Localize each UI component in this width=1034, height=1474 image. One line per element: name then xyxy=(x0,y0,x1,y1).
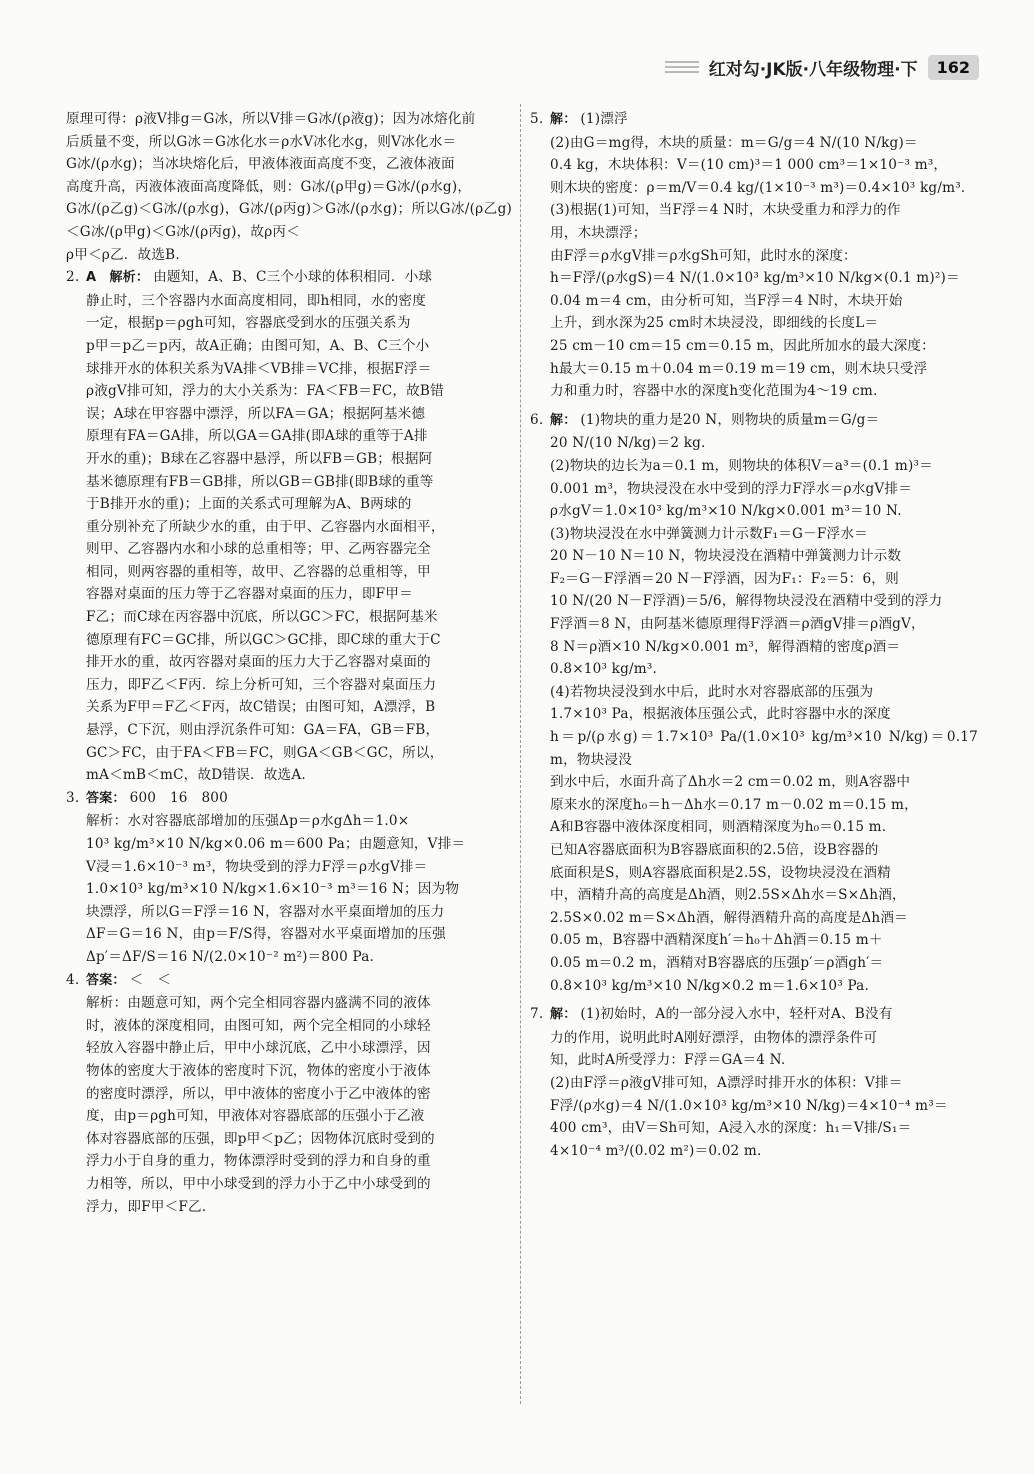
text-line: 压力，即F乙＜F丙．综上分析可知，三个容器对桌面压力 xyxy=(86,676,437,693)
text-line: 的密度时漂浮，所以，甲中液体的密度小于乙中液体的密 xyxy=(86,1085,431,1102)
text-line: (3)物块浸没在水中弹簧测力计示数F₁＝G－F浮水＝ xyxy=(550,525,868,542)
text-line: 则甲、乙容器内水和小球的总重相等；甲、乙两容器完全 xyxy=(86,541,431,558)
text-line: 到水中后，水面升高了Δh水＝2 cm＝0.02 m，则A容器中 xyxy=(550,774,911,791)
text-line: 体对容器底部的压强，即p甲＜p乙；因物体沉底时受到的 xyxy=(86,1130,435,1147)
text-line: F₂＝G－F浮酒＝20 N－F浮酒，因为F₁：F₂＝5：6，则 xyxy=(550,570,899,587)
text-line: (2)由F浮＝ρ液gV排可知，A漂浮时排开水的体积：V排＝ xyxy=(550,1074,903,1091)
text-line: 8 N＝ρ酒×10 N/kg×0.001 m³，解得酒精的密度ρ酒＝ xyxy=(550,638,901,655)
text-line: GC＞FC，由于FA＜FB＝FC，则GA＜GB＜GC，所以， xyxy=(86,744,444,761)
text-line: 重分别补充了所缺少水的重，由于甲、乙容器内水面相平， xyxy=(86,518,445,535)
question-3 xyxy=(66,787,512,969)
text-line: 物体的密度大于液体的密度时下沉，物体的密度小于液体 xyxy=(86,1062,431,1079)
text-line: 一定，根据p＝ρgh可知，容器底受到水的压强关系为 xyxy=(86,315,411,332)
continued-solution xyxy=(66,108,512,266)
text-line: (1)漂浮 xyxy=(580,111,628,127)
text-line: 力的作用，说明此时A刚好漂浮，由物体的漂浮条件可 xyxy=(550,1029,878,1046)
text-line: 知，此时A所受浮力：F浮＝GA＝4 N. xyxy=(550,1052,786,1069)
text-line: h＝F浮/(ρ水gS)＝4 N/(1.0×10³ kg/m³×10 N/kg×(0.1 m)²)＝ xyxy=(550,270,960,287)
text-line: (2)物块的边长为a＝0.1 m，则物块的体积V＝a³＝(0.1 m)³＝ xyxy=(550,457,933,474)
answer-value: 600 16 800 xyxy=(129,789,228,806)
text-line: 力相等，所以，甲中小球受到的浮力小于乙中小球受到的 xyxy=(86,1175,431,1192)
question-number: 5. xyxy=(530,111,544,127)
page-number: 162 xyxy=(928,55,979,80)
text-line: 上升，到水深为25 cm时木块浸没，即细线的长度L＝ xyxy=(550,315,879,332)
text-line: 10³ kg/m³×10 N/kg×0.06 m＝600 Pa；由题意知，V排＝ xyxy=(86,836,466,852)
text-line: 400 cm³，由V＝Sh可知，A浸入水的深度：h₁＝V排/S₁＝ xyxy=(550,1120,912,1137)
text-line: 时，液体的深度相同，由图可知，两个完全相同的小球轻 xyxy=(86,1017,431,1034)
text-line: 关系为F甲＝F乙＜F丙，故C错误；由图可知，A漂浮，B xyxy=(86,699,436,716)
text-line: (1)初始时，A的一部分浸入水中，轻杆对A、B没有 xyxy=(580,1006,893,1023)
text-line: 已知A容器底面积为B容器底面积的2.5倍，设B容器的 xyxy=(550,842,879,858)
column-divider xyxy=(520,104,521,1404)
text-line: (4)若物块浸没到水中后，此时水对容器底部的压强为 xyxy=(550,683,874,700)
text-line: 20 N－10 N＝10 N，物块浸没在酒精中弹簧测力计示数 xyxy=(550,548,902,565)
text-line: 20 N/(10 N/kg)＝2 kg. xyxy=(550,435,706,452)
text-line: 基米德原理有FB＝GB排，所以GB＝GB排(即B球的重等 xyxy=(86,473,434,490)
answer-label: 答案： xyxy=(86,972,126,988)
text-line: 由题知，A、B、C三个小球的体积相同．小球 xyxy=(153,269,433,286)
question-2 xyxy=(66,266,512,787)
text-line: 球排开水的体积关系为VA排＜VB排＝VC排，根据F浮＝ xyxy=(86,360,432,377)
answer-label: 解： xyxy=(550,412,577,428)
text-line: 2.5S×0.02 m＝S×Δh酒，解得酒精升高的高度是Δh酒＝ xyxy=(550,909,908,926)
text-line: 原理有FA＝GA排，所以GA＝GA排(即A球的重等于A排 xyxy=(86,428,428,445)
question-number: 2. xyxy=(66,269,80,286)
text-line: 用，木块漂浮； xyxy=(550,224,647,241)
text-line: V浸＝1.6×10⁻³ m³，物块受到的浮力F浮＝ρ水gV排＝ xyxy=(86,858,428,875)
text-line: h＝p/(ρ水g)＝1.7×10³ Pa/(1.0×10³ kg/m³×10 N/kg)＝0.17 m，物块浸没 xyxy=(550,729,978,768)
text-line: 原来水的深度h₀＝h－Δh水＝0.17 m－0.02 m＝0.15 m， xyxy=(550,796,918,813)
text-line: 0.4 kg，木块体积：V＝(10 cm)³＝1 000 cm³＝1×10⁻³ m³， xyxy=(550,157,948,174)
text-line: ρ水gV＝1.0×10³ kg/m³×10 N/kg×0.001 m³＝10 N. xyxy=(550,503,902,520)
text-line: ρ液gV排可知，浮力的大小关系为：FA＜FB＝FC，故B错 xyxy=(86,383,444,400)
text-line: F乙；而C球在丙容器中沉底，所以GC＞FC，根据阿基米 xyxy=(86,609,438,626)
text-line: 25 cm－10 cm＝15 cm＝0.15 m，因此所加水的最大深度： xyxy=(550,337,935,354)
text-line: 容器对桌面的压力等于乙容器对桌面的压力，即F甲＝ xyxy=(86,586,413,603)
question-7 xyxy=(530,1003,978,1162)
text-line: G冰/(ρ乙g)＜G冰/(ρ水g)，G冰/(ρ丙g)＞G冰/(ρ水g)；所以G冰/(ρ乙g)＜G冰/(ρ甲g)＜G冰/(ρ丙g)，故ρ丙＜ xyxy=(66,201,512,240)
left-column xyxy=(66,108,512,1218)
text-line: 静止时，三个容器内水面高度相同，即h相同，水的密度 xyxy=(86,292,427,309)
text-line: 底面积是S，则A容器底面积是2.5S，设物块浸没在酒精 xyxy=(550,864,891,881)
question-6 xyxy=(530,409,978,997)
text-line: 则木块的密度：ρ＝m/V＝0.4 kg/(1×10⁻³ m³)＝0.4×10³ kg/m³. xyxy=(550,179,966,196)
question-4 xyxy=(66,969,512,1219)
text-line: 中，酒精升高的高度是Δh酒，则2.5S×Δh水＝S×Δh酒， xyxy=(550,887,906,904)
text-line: 0.05 m＝0.2 m，酒精对B容器底的压强p′＝ρ酒gh′＝ xyxy=(550,954,884,971)
question-number: 3. xyxy=(66,789,80,806)
question-5 xyxy=(530,108,978,403)
answer-label: 解： xyxy=(550,112,577,127)
text-line: 1.7×10³ Pa，根据液体压强公式，此时容器中水的深度 xyxy=(550,706,891,723)
right-column xyxy=(530,108,978,1162)
text-line: 误；A球在甲容器中漂浮，所以FA＝GA；根据阿基米德 xyxy=(86,405,426,422)
text-line: Δp′＝ΔF/S＝16 N/(2.0×10⁻² m²)＝800 Pa. xyxy=(86,948,375,965)
question-7-body xyxy=(550,1003,978,1162)
text-line: G冰/(ρ水g)；当冰块熔化后，甲液体液面高度不变，乙液体液面 xyxy=(66,156,455,173)
text-line: 0.8×10³ kg/m³. xyxy=(550,661,658,678)
text-line: 0.001 m³，物块浸没在水中受到的浮力F浮水＝ρ水gV排＝ xyxy=(550,480,912,497)
answer-value: ＜ ＜ xyxy=(129,971,171,988)
question-3-body xyxy=(86,787,512,969)
text-line: 0.04 m＝4 cm，由分析可知，当F浮＝4 N时，木块开始 xyxy=(550,292,903,309)
question-number: 6. xyxy=(530,411,544,428)
question-number: 4. xyxy=(66,971,80,988)
header-decoration-icon xyxy=(665,61,699,73)
text-line: 德原理有FC＝GC排，所以GC＞GC排，即C球的重大于C xyxy=(86,631,441,648)
text-line: 由F浮＝ρ水gV排＝ρ水gSh可知，此时水的深度： xyxy=(550,247,857,264)
text-line: 0.8×10³ kg/m³×10 N/kg×0.2 m＝1.6×10³ Pa. xyxy=(550,977,870,994)
page-header xyxy=(665,50,979,84)
text-line: 浮力小于自身的重力，物体漂浮时受到的浮力和自身的重 xyxy=(86,1153,431,1170)
text-line: 于B排开水的重)；上面的关系式可理解为A、B两球的 xyxy=(86,496,412,513)
answer-label: 答案： xyxy=(86,790,126,806)
text-line: 原理可得：ρ液V排g＝G冰，所以V排＝G冰/(ρ液g)；因为冰熔化前 xyxy=(66,111,476,127)
text-line: 度，由p＝ρgh可知，甲液体对容器底部的压强小于乙液 xyxy=(86,1108,425,1125)
book-title: 红对勾·JK版·八年级物理·下 xyxy=(708,59,918,80)
text-line: p甲＝p乙＝p丙，故A正确；由图可知，A、B、C三个小 xyxy=(86,337,430,354)
text-line: 开水的重)；B球在乙容器中悬浮，所以FB＝GB；根据阿 xyxy=(86,450,433,467)
question-2-body xyxy=(86,266,512,787)
text-line: 排开水的重，故丙容器对桌面的压力大于乙容器对桌面的 xyxy=(86,654,431,671)
answer-label: 解： xyxy=(550,1007,577,1023)
question-4-body xyxy=(86,969,512,1219)
text-line: 后质量不变，所以G冰＝G冰化水＝ρ水V冰化水g，则V冰化水＝ xyxy=(66,133,457,150)
text-line: 力和重力时，容器中水的深度h变化范围为4～19 cm. xyxy=(550,383,878,400)
text-line: (2)由G＝mg得，木块的质量：m＝G/g＝4 N/(10 N/kg)＝ xyxy=(550,134,918,151)
text-line: A和B容器中液体深度相同，则酒精深度为h₀＝0.15 m. xyxy=(550,819,887,836)
text-line: ρ甲＜ρ乙．故选B. xyxy=(66,246,180,263)
text-line: 1.0×10³ kg/m³×10 N/kg×1.6×10⁻³ m³＝16 N；因为物 xyxy=(86,881,460,898)
text-line: h最大＝0.15 m＋0.04 m＝0.19 m＝19 cm，则木块只受浮 xyxy=(550,360,928,377)
text-line: F浮酒＝8 N，由阿基米德原理得F浮酒＝ρ酒gV排＝ρ酒gV， xyxy=(550,616,925,633)
text-line: 相同，则两容器的重相等，故甲、乙容器的总重相等，甲 xyxy=(86,563,431,580)
text-line: 解析：由题意可知，两个完全相同容器内盛满不同的液体 xyxy=(86,995,431,1012)
text-line: 0.05 m，B容器中酒精深度h′＝h₀＋Δh酒＝0.15 m＋ xyxy=(550,932,883,949)
text-line: (3)根据(1)可知，当F浮＝4 N时，木块受重力和浮力的作 xyxy=(550,202,901,219)
text-line: 解析：水对容器底部增加的压强Δp＝ρ水gΔh＝1.0× xyxy=(86,813,410,830)
question-number: 7. xyxy=(530,1006,544,1023)
text-line: F浮/(ρ水g)＝4 N/(1.0×10³ kg/m³×10 N/kg)＝4×10⁻⁴ m³＝ xyxy=(550,1097,948,1114)
text-line: 块漂浮，所以G＝F浮＝16 N，容器对水平桌面增加的压力 xyxy=(86,903,445,920)
text-line: 4×10⁻⁴ m³/(0.02 m²)＝0.02 m. xyxy=(550,1142,762,1159)
text-line: 悬浮，C下沉，则由浮沉条件可知：GA＝FA，GB＝FB， xyxy=(86,722,440,739)
answer-label: A 解析： xyxy=(86,270,150,286)
text-line: 轻放入容器中静止后，甲中小球沉底，乙中小球漂浮，因 xyxy=(86,1040,431,1057)
text-line: 10 N/(20 N－F浮酒)＝5/6，解得物块浸没在酒精中受到的浮力 xyxy=(550,593,943,610)
text-line: ΔF＝G＝16 N，由p＝F/S得，容器对水平桌面增加的压强 xyxy=(86,926,446,943)
text-line: 高度升高，丙液体液面高度降低，则：G冰/(ρ甲g)＝G冰/(ρ水g)， xyxy=(66,178,472,195)
question-6-body xyxy=(550,409,978,997)
text-line: (1)物块的重力是20 N，则物块的质量m＝G/g＝ xyxy=(580,411,880,428)
text-line: mA＜mB＜mC，故D错误．故选A. xyxy=(86,767,306,784)
question-5-body xyxy=(550,108,978,403)
text-line: 浮力，即F甲＜F乙. xyxy=(86,1198,207,1215)
